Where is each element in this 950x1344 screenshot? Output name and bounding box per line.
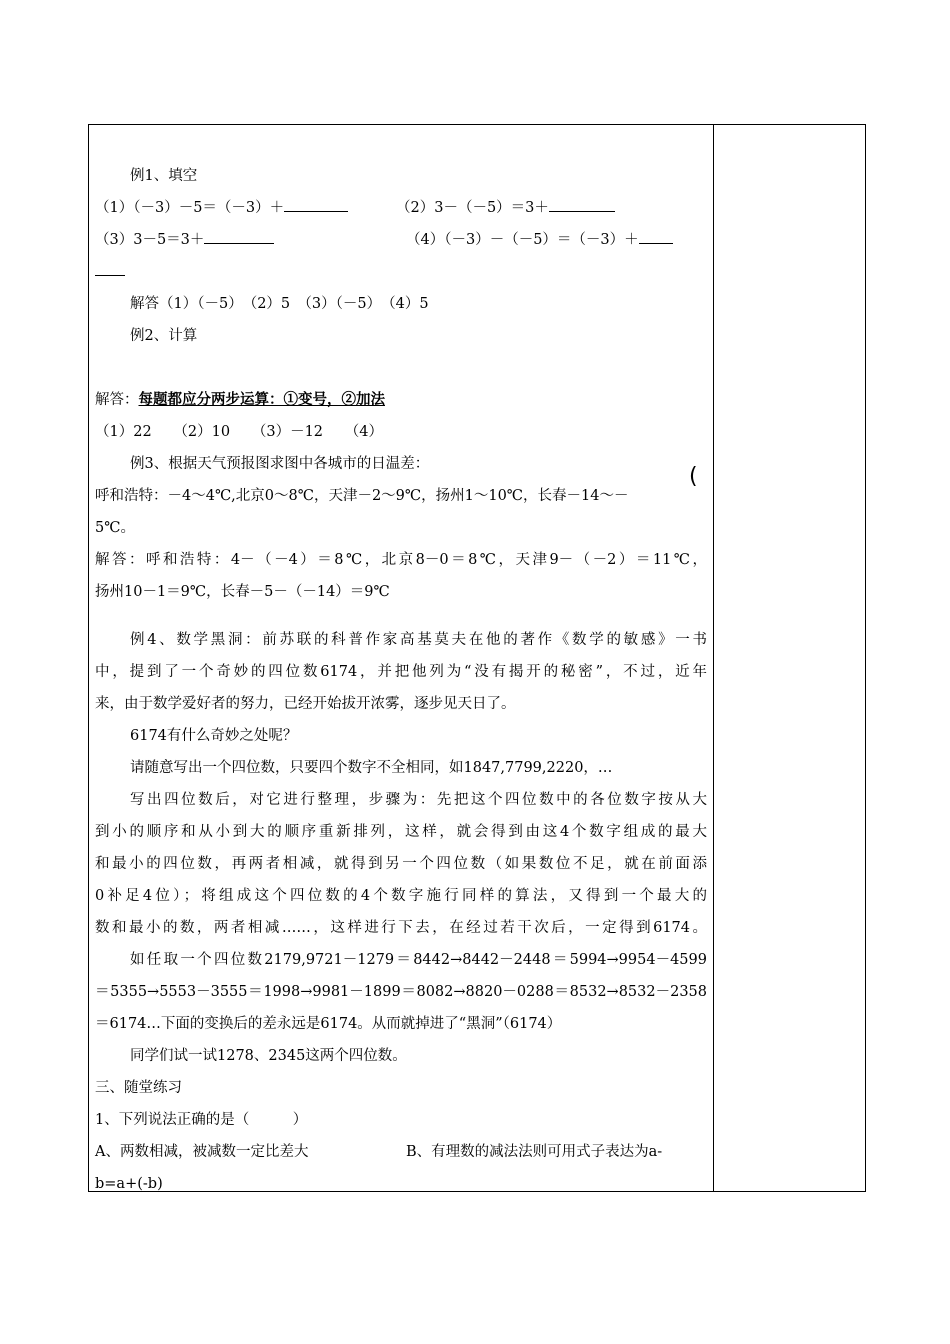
q2-text: （2）3－（－5）＝3＋ xyxy=(396,200,549,216)
option-b: B、有理数的减法法则可用式子表达为a- xyxy=(406,1144,663,1160)
example-3-answer-line-1: 解答：呼和浩特：4－（－4）＝8℃，北京8－0＝8℃，天津9－（－2）＝11℃， xyxy=(95,552,707,568)
practice-heading: 三、随堂练习 xyxy=(95,1080,182,1096)
q4-blank xyxy=(639,226,673,244)
option-a: A、两数相减，被减数一定比差大 xyxy=(95,1144,309,1160)
answer-method: 每题都应分两步运算：①变号，②加法 xyxy=(138,391,385,408)
example-3-data-line-1: 呼和浩特：－4～4℃,北京0～8℃，天津－2～9℃，扬州1～10℃，长春－14～－ xyxy=(95,488,629,504)
answer-label: 解答： xyxy=(95,392,139,408)
q4-group xyxy=(406,224,673,256)
example-2-answer xyxy=(95,384,707,416)
example-4-p1-line-1: 例4、数学黑洞：前苏联的科普作家高基莫夫在他的著作《数学的敏感》一书 xyxy=(130,632,707,648)
example-4-p4-line-3: ＝6174…下面的变换后的差永远是6174。从而就掉进了“黑洞”（6174） xyxy=(95,1016,562,1032)
example-4-p3-line-1: 写出四位数后，对它进行整理，步骤为：先把这个四位数中的各位数字按从大 xyxy=(130,792,707,808)
example-4-p1-line-2: 中，提到了一个奇妙的四位数6174，并把他列为“没有揭开的秘密”，不过，近年 xyxy=(95,664,707,680)
spacer xyxy=(95,608,707,624)
example-4-p4-line-1: 如任取一个四位数2179,9721－1279＝8442→8442－2448＝5994→9954－4599 xyxy=(130,952,707,968)
example-3-title: 例3、根据天气预报图求图中各城市的日温差： xyxy=(130,456,430,472)
example-1-row-2 xyxy=(95,224,707,256)
example-4-p5: 同学们试一试1278、2345这两个四位数。 xyxy=(130,1048,407,1064)
example-2-title: 例2、计算 xyxy=(130,328,198,344)
blank-line xyxy=(95,352,707,384)
example-4-p3-line-2: 到小的顺序和从小到大的顺序重新排列，这样，就会得到由这4个数字组成的最大 xyxy=(95,824,707,840)
q4-blank-continued xyxy=(95,258,125,276)
example-3-data-line-2: 5℃。 xyxy=(95,520,135,536)
example-4-p2: 请随意写出一个四位数，只要四个数字不全相同，如1847,7799,2220，… xyxy=(130,760,613,776)
q4-text: （4）（－3）－（－5）＝（－3）＋ xyxy=(406,232,639,248)
document-body xyxy=(95,160,707,1200)
example-4-p3-line-4: 0补足4位）；将组成这个四位数的4个数字施行同样的算法，又得到一个最大的 xyxy=(95,888,707,904)
option-b-continued: b=a+(-b) xyxy=(95,1176,163,1192)
practice-question-1: 1、下列说法正确的是（ ） xyxy=(95,1112,308,1128)
example-1-answer: 解答（1）（－5） （2）5 （3）（－5） （4）5 xyxy=(130,296,429,312)
bracket-mark: ( xyxy=(689,464,698,489)
q3-text: （3）3－5＝3＋ xyxy=(95,232,205,248)
example-2-results: （1）22 （2）10 （3）－12 （4） xyxy=(95,424,384,440)
q1-blank xyxy=(284,194,348,212)
practice-options-row xyxy=(95,1136,707,1168)
example-4-p3-line-5: 数和最小的数，两者相减……，这样进行下去，在经过若干次后，一定得到6174。 xyxy=(95,920,707,936)
table-column-divider xyxy=(713,124,714,1192)
example-3-answer-line-2: 扬州10－1＝9℃，长春－5－（－14）＝9℃ xyxy=(95,584,390,600)
example-1-row-3 xyxy=(95,256,707,288)
example-4-question: 6174有什么奇妙之处呢？ xyxy=(130,728,298,744)
q1-text: （1）（－3）－5＝（－3）＋ xyxy=(95,200,285,216)
example-4-p4-line-2: ＝5355→5553－3555＝1998→9981－1899＝8082→8820－0288＝8532→8532－2358 xyxy=(95,984,707,1000)
example-1-row-1 xyxy=(95,192,707,224)
example-1-title: 例1、填空 xyxy=(130,168,198,184)
example-4-p3-line-3: 和最小的四位数，再两者相减，就得到另一个四位数（如果数位不足，就在前面添 xyxy=(95,856,707,872)
q3-blank xyxy=(204,226,274,244)
q2-blank xyxy=(549,194,615,212)
example-4-p1-line-3: 来，由于数学爱好者的努力，已经开始拔开浓雾，逐步见天日了。 xyxy=(95,696,516,712)
q2-group xyxy=(396,192,615,224)
